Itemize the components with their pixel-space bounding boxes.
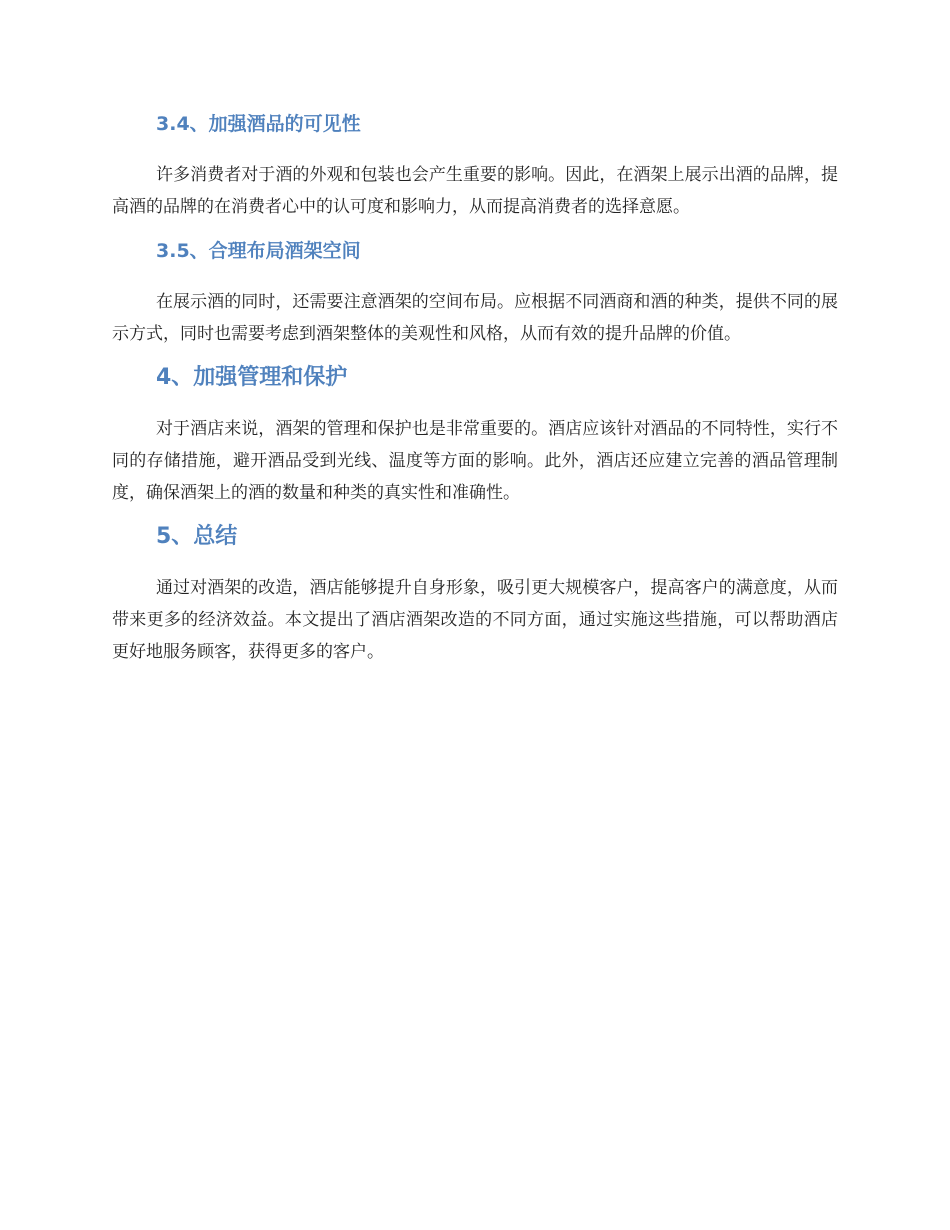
section-heading-5: 5、总结	[156, 524, 238, 549]
section-3-4	[112, 107, 838, 223]
section-paragraph-4: 对于酒店来说，酒架的管理和保护也是非常重要的。酒店应该针对酒品的不同特性，实行不同的存储措施，避开酒品受到光线、温度等方面的影响。此外，酒店还应建立完善的酒品管理制度，确保酒架上的酒的数量和种类的真实性和准确性。	[112, 419, 838, 503]
section-3-5	[112, 234, 838, 350]
section-paragraph-3-5: 在展示酒的同时，还需要注意酒架的空间布局。应根据不同酒商和酒的种类，提供不同的展示方式，同时也需要考虑到酒架整体的美观性和风格，从而有效的提升品牌的价值。	[112, 292, 838, 344]
section-heading-4: 4、加强管理和保护	[156, 365, 348, 390]
section-5	[112, 520, 838, 668]
section-heading-3-4: 3.4、加强酒品的可见性	[156, 113, 361, 135]
section-4	[112, 361, 838, 509]
section-heading-3-5: 3.5、合理布局酒架空间	[156, 240, 361, 262]
section-paragraph-5: 通过对酒架的改造，酒店能够提升自身形象，吸引更大规模客户，提高客户的满意度，从而带来更多的经济效益。本文提出了酒店酒架改造的不同方面，通过实施这些措施，可以帮助酒店更好地服务顾客，获得更多的客户。	[112, 578, 838, 662]
section-paragraph-3-4: 许多消费者对于酒的外观和包装也会产生重要的影响。因此，在酒架上展示出酒的品牌，提高酒的品牌的在消费者心中的认可度和影响力，从而提高消费者的选择意愿。	[112, 165, 838, 217]
